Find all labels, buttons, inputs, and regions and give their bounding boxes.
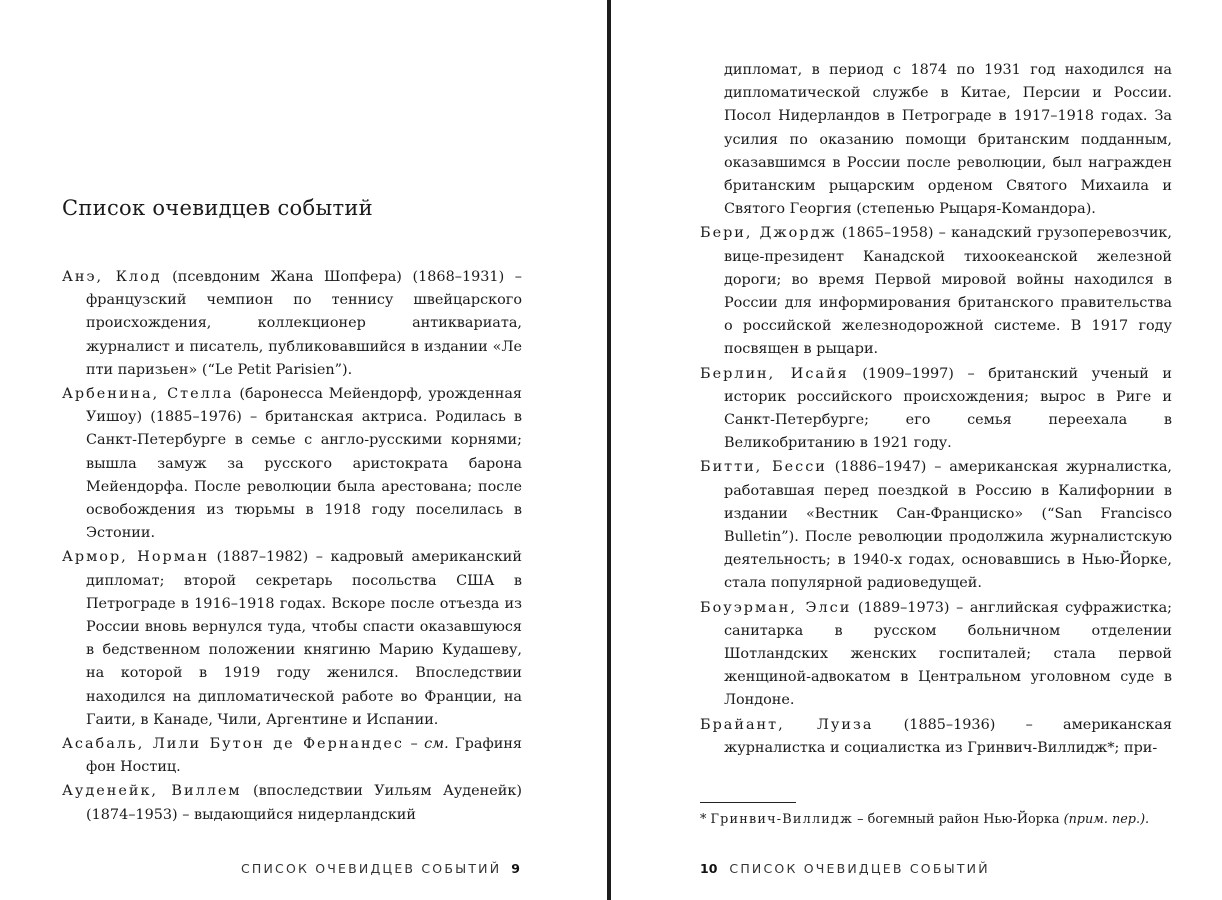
running-head — [241, 861, 520, 876]
page-number: 9 — [511, 861, 520, 876]
footnote-text: – богемный район Нью-Йорка — [853, 812, 1064, 827]
list-item — [700, 597, 1172, 713]
continued-entry: дипломат, в период с 1874 по 1931 год находился на дипломатической службе в Китае, Персии и России. Посол Нидерландов в Петрограде в 1917–1918 годах. За усилия по оказанию помощи британским подданным, оказавшимся в России после революции, был награжден британским рыцарским орденом Святого Михаила и Святого Георгия (степенью Рыцаря-Командора). — [724, 62, 1172, 218]
book-gutter — [607, 0, 611, 900]
footnote-marker: * — [700, 812, 711, 827]
list-item — [62, 780, 522, 826]
entry-name: Армор, Норман — [62, 549, 210, 566]
entry-name: Брайант, Луиза — [700, 716, 874, 733]
left-page — [0, 0, 608, 900]
entry-text: (1885–1936) – американская журналистка и социалистка из Гринвич-Виллидж*; при- — [724, 716, 1172, 756]
list-item — [700, 222, 1172, 361]
footnote-divider — [700, 802, 796, 803]
entry-text: Графиня фон Ностиц. — [86, 736, 522, 776]
page-heading: Список очевидцев событий — [62, 196, 373, 220]
running-head-title: СПИСОК ОЧЕВИДЦЕВ СОБЫТИЙ — [240, 861, 502, 876]
list-item — [62, 733, 522, 779]
right-entry-list — [700, 59, 1172, 761]
left-entry-list — [62, 266, 522, 828]
entry-text: (псевдоним Жана Шопфера) (1868–1931) – французский чемпион по теннису швейцарского происхождения, коллекционер антиквариата, журналист и писатель, публиковавшийся в издании «Ле пти паризьен» (“Le Petit Parisien”). — [86, 269, 522, 378]
entry-name: Арбенина, Стелла — [62, 386, 234, 403]
entry-text: (1887–1982) – кадровый американский дипломат; второй секретарь посольства США в Петрограде в 1916–1918 годах. Вскоре после отъезда из России вновь вернулся туда, чтобы спасти оказавшуюся в бедственном положении княгиню Марию Кудашеву, на которой в 1919 году женился. Впоследствии находился на дипломатической работе во Франции, на Гаити, в Канаде, Чили, Аргентине и Испании. — [86, 549, 522, 728]
running-head — [700, 861, 990, 876]
list-item — [700, 456, 1172, 595]
see-reference: см. — [424, 736, 449, 753]
entry-text: (баронесса Мейендорф, урожденная Уишоу) (1885–1976) – британская актриса. Родилась в Санкт-Петербурге в семье с англо-русскими корнями; вышла замуж за русского аристократа барона Мейендорфа. После революции была арестована; после освобождения из тюрьмы в 1918 году поселилась в Эстонии. — [86, 386, 522, 542]
entry-text: (1909–1997) – британский ученый и историк российского происхождения; вырос в Риге и Санкт-Петербурге; его семья переехала в Великобританию в 1921 году. — [724, 365, 1172, 452]
entry-text: (1865–1958) – канадский грузоперевозчик, вице-президент Канадской тихоокеанской железной дороги; во время Первой мировой войны находился в России для информирования британского правительства о российской железнодорожной системе. В 1917 году посвящен в рыцари. — [724, 225, 1172, 358]
entry-name: Боуэрман, Элси — [700, 599, 852, 616]
right-page — [612, 0, 1222, 900]
entry-name: Бери, Джордж — [700, 225, 837, 242]
entry-dash: – — [404, 736, 425, 753]
entry-name: Асабаль, Лили Бутон де Фернандес — [62, 736, 404, 753]
list-item — [62, 546, 522, 732]
entry-name: Берлин, Исайя — [700, 365, 849, 382]
entry-text: (1886–1947) – американская журналистка, работавшая перед поездкой в Россию в Калифорнии в издании «Вестник Сан-Франциско» (“San Francisco Bulletin”). После революции продолжила журналистскую деятельность; в 1940-х годах, основавшись в Нью-Йорке, стала популярной радиоведущей. — [724, 459, 1173, 592]
entry-name: Ауденейк, Виллем — [62, 783, 242, 800]
list-item — [62, 266, 522, 382]
footnote — [700, 810, 1172, 829]
list-item — [700, 714, 1172, 760]
translator-note: (прим. пер.). — [1063, 812, 1150, 827]
list-item — [700, 363, 1172, 456]
entry-name: Битти, Бесси — [700, 459, 827, 476]
entry-text: (1889–1973) – английская суфражистка; санитарка в русском больничном отделении Шотландских женских госпиталей; стала первой женщиной-адвокатом в Центральном уголовном суде в Лондоне. — [724, 599, 1173, 709]
entry-text: (впоследствии Уильям Ауденейк) (1874–1953) – выдающийся нидерландский — [86, 783, 522, 823]
footnote-term: Гринвич-Виллидж — [710, 812, 854, 827]
running-head-title: СПИСОК ОЧЕВИДЦЕВ СОБЫТИЙ — [729, 861, 990, 876]
entry-name: Анэ, Клод — [62, 269, 162, 285]
list-item — [62, 383, 522, 545]
page-number: 10 — [700, 861, 718, 876]
